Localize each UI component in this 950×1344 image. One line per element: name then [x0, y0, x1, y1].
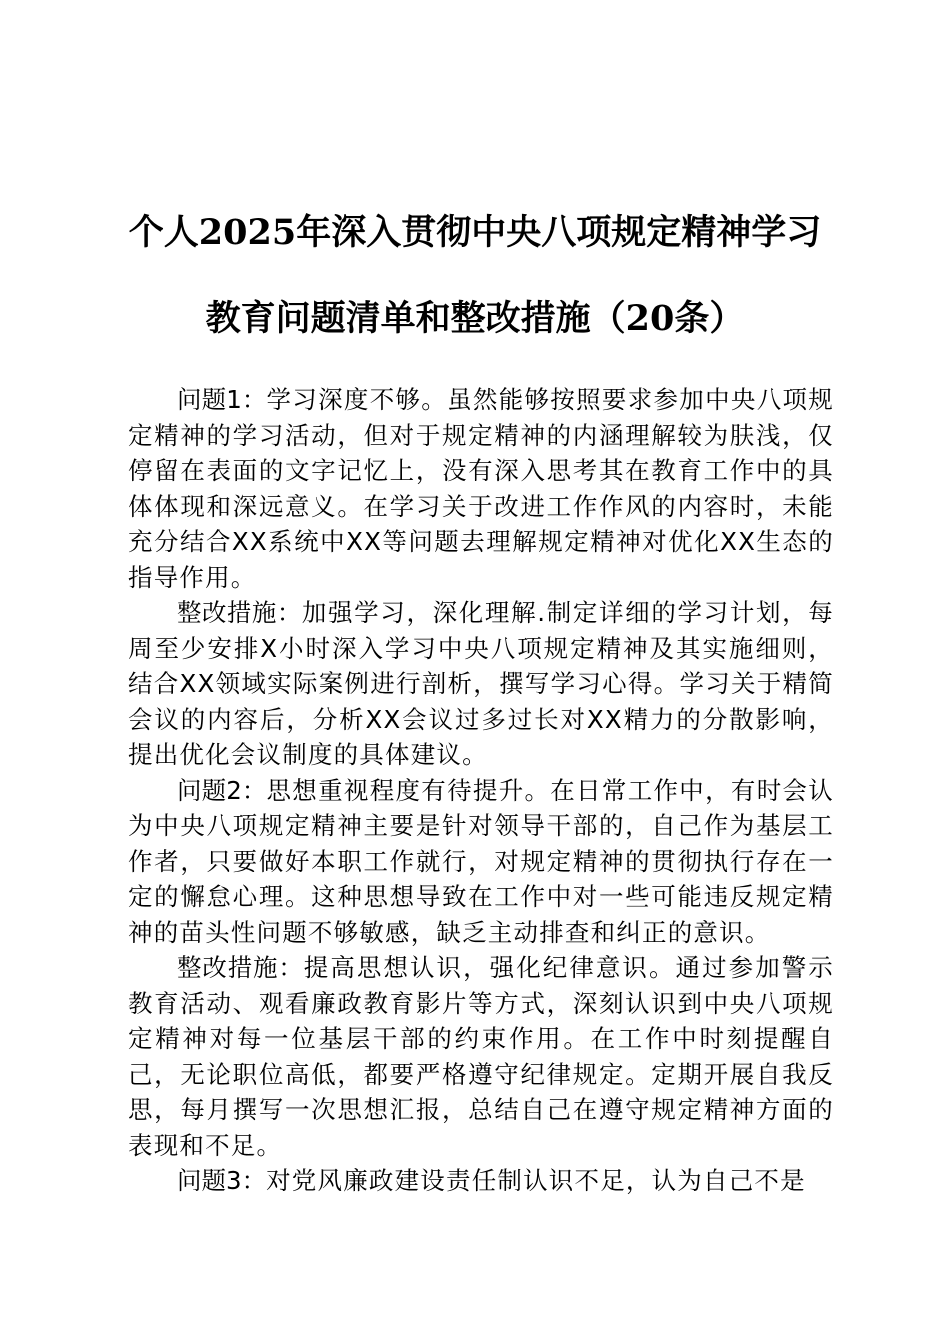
paragraph-label: 问题3： [177, 1166, 267, 1195]
paragraph-problem-2 [128, 773, 834, 951]
document-body [128, 382, 834, 1199]
paragraph-text: 学习深度不够。虽然能够按照要求参加中央八项规定精神的学习活动，但对于规定精神的内涵理解较为肤浅，仅停留在表面的文字记忆上，没有深入思考其在教育工作中的具体体现和深远意义。在学习关于改进工作作风的内容时，未能充分结合XX系统中XX等问题去理解规定精神对优化XX生态的指导作用。 [128, 385, 834, 592]
paragraph-problem-3 [128, 1163, 834, 1199]
title-line-2: 教育问题清单和整改措施（20条） [205, 298, 745, 339]
title-line-1: 个人2025年深入贯彻中央八项规定精神学习 [128, 212, 822, 253]
paragraph-measure-1 [128, 595, 834, 773]
paragraph-label: 问题2： [177, 775, 267, 805]
paragraph-label: 整改措施： [177, 953, 304, 982]
paragraph-text: 提高思想认识，强化纪律意识。通过参加警示教育活动、观看廉政教育影片等方式，深刻认识到中央八项规定精神对每一位基层干部的约束作用。在工作中时刻提醒自己，无论职位高低，都要严格遵守纪律规定。定期开展自我反思，每月撰写一次思想汇报，总结自己在遵守规定精神方面的表现和不足。 [128, 953, 835, 1160]
paragraph-label: 整改措施： [177, 598, 302, 627]
paragraph-measure-2 [128, 950, 834, 1163]
paragraph-text: 加强学习，深化理解.制定详细的学习计划，每周至少安排X小时深入学习中央八项规定精神及其实施细则，结合XX领域实际案例进行剖析，撰写学习心得。学习关于精简会议的内容后，分析XX会议过多过长对XX精力的分散影响，提出优化会议制度的具体建议。 [128, 598, 834, 769]
paragraph-label: 问题1： [177, 385, 267, 414]
paragraph-problem-1 [128, 382, 834, 595]
paragraph-text: 对党风廉政建设责任制认识不足，认为自己不是 [266, 1166, 806, 1195]
document-title [110, 190, 840, 362]
paragraph-text: 思想重视程度有待提升。在日常工作中，有时会认为中央八项规定精神主要是针对领导干部的，自己作为基层工作者，只要做好本职工作就行，对规定精神的贯彻执行存在一定的懈怠心理。这种思想导致在工作中对一些可能违反规定精神的苗头性问题不够敏感，缺乏主动排查和纠正的意识。 [128, 775, 834, 947]
